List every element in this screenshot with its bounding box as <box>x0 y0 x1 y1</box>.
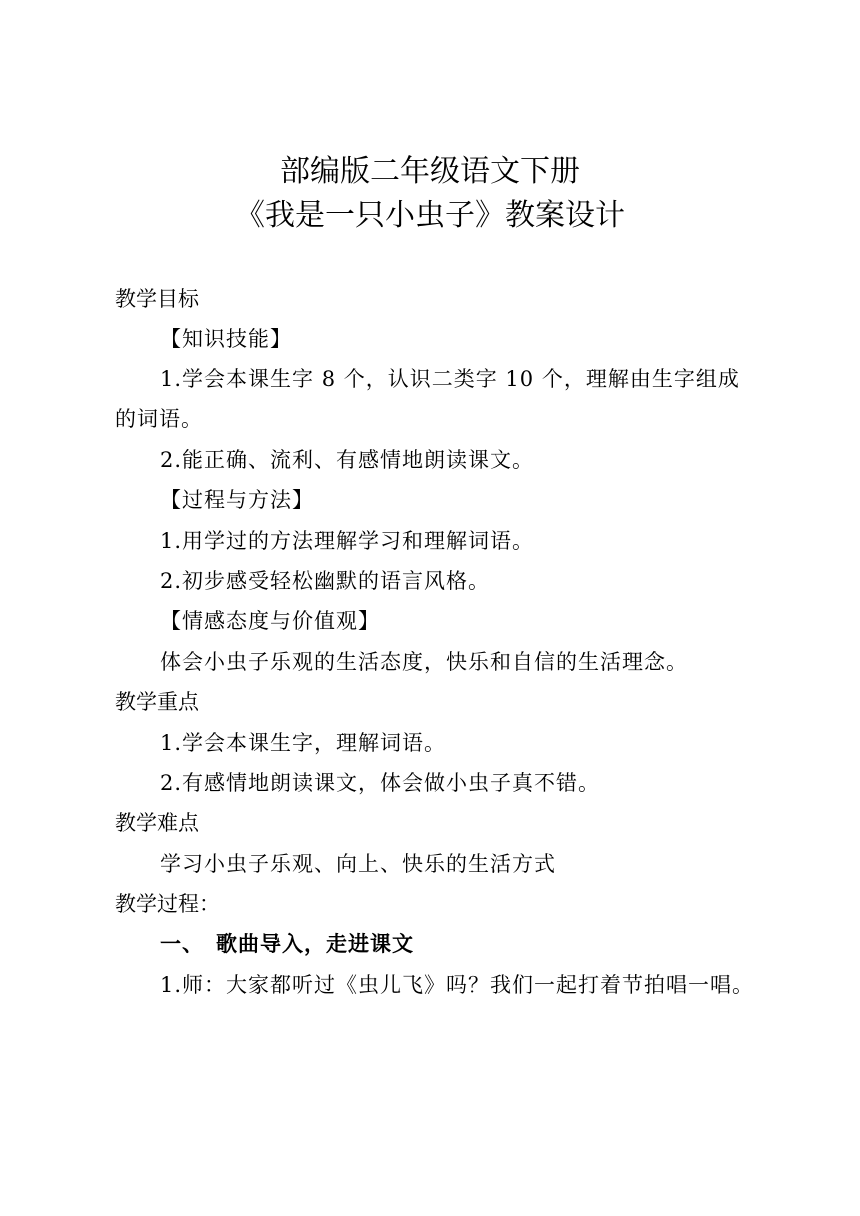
document-title-line2: 《我是一只小虫子》教案设计 <box>235 198 625 233</box>
process-item-2: 2.初步感受轻松幽默的语言风格。 <box>160 569 491 593</box>
knowledge-item-1-line2: 的词语。 <box>115 407 203 431</box>
emotion-text: 体会小虫子乐观的生活态度，快乐和自信的生活理念。 <box>160 650 688 674</box>
key-point-item-1: 1.学会本课生字，理解词语。 <box>160 731 447 755</box>
subsection-label-emotion: 【情感态度与价值观】 <box>160 609 380 633</box>
document-title-line1: 部编版二年级语文下册 <box>280 154 580 189</box>
procedure-step-1: 1.师：大家都听过《虫儿飞》吗？我们一起打着节拍唱一唱。 <box>160 973 755 997</box>
knowledge-item-2: 2.能正确、流利、有感情地朗读课文。 <box>160 448 535 472</box>
key-point-item-2: 2.有感情地朗读课文，体会做小虫子真不错。 <box>160 771 601 795</box>
procedure-section-1-number: 一、 <box>160 931 204 956</box>
subsection-label-knowledge: 【知识技能】 <box>160 327 292 351</box>
process-item-1: 1.用学过的方法理解学习和理解词语。 <box>160 529 535 553</box>
knowledge-item-1-line1: 1.学会本课生字 8 个，认识二类字 10 个，理解由生字组成 <box>160 367 740 391</box>
difficulties-text: 学习小虫子乐观、向上、快乐的生活方式 <box>160 852 556 876</box>
section-heading-procedure: 教学过程： <box>115 892 220 916</box>
procedure-section-1-heading <box>160 929 414 959</box>
procedure-section-1-title: 歌曲导入，走进课文 <box>216 931 414 956</box>
section-heading-key-points: 教学重点 <box>115 690 199 714</box>
section-heading-objectives: 教学目标 <box>115 287 199 311</box>
section-heading-difficulties: 教学难点 <box>115 811 199 835</box>
subsection-label-process: 【过程与方法】 <box>160 488 314 512</box>
